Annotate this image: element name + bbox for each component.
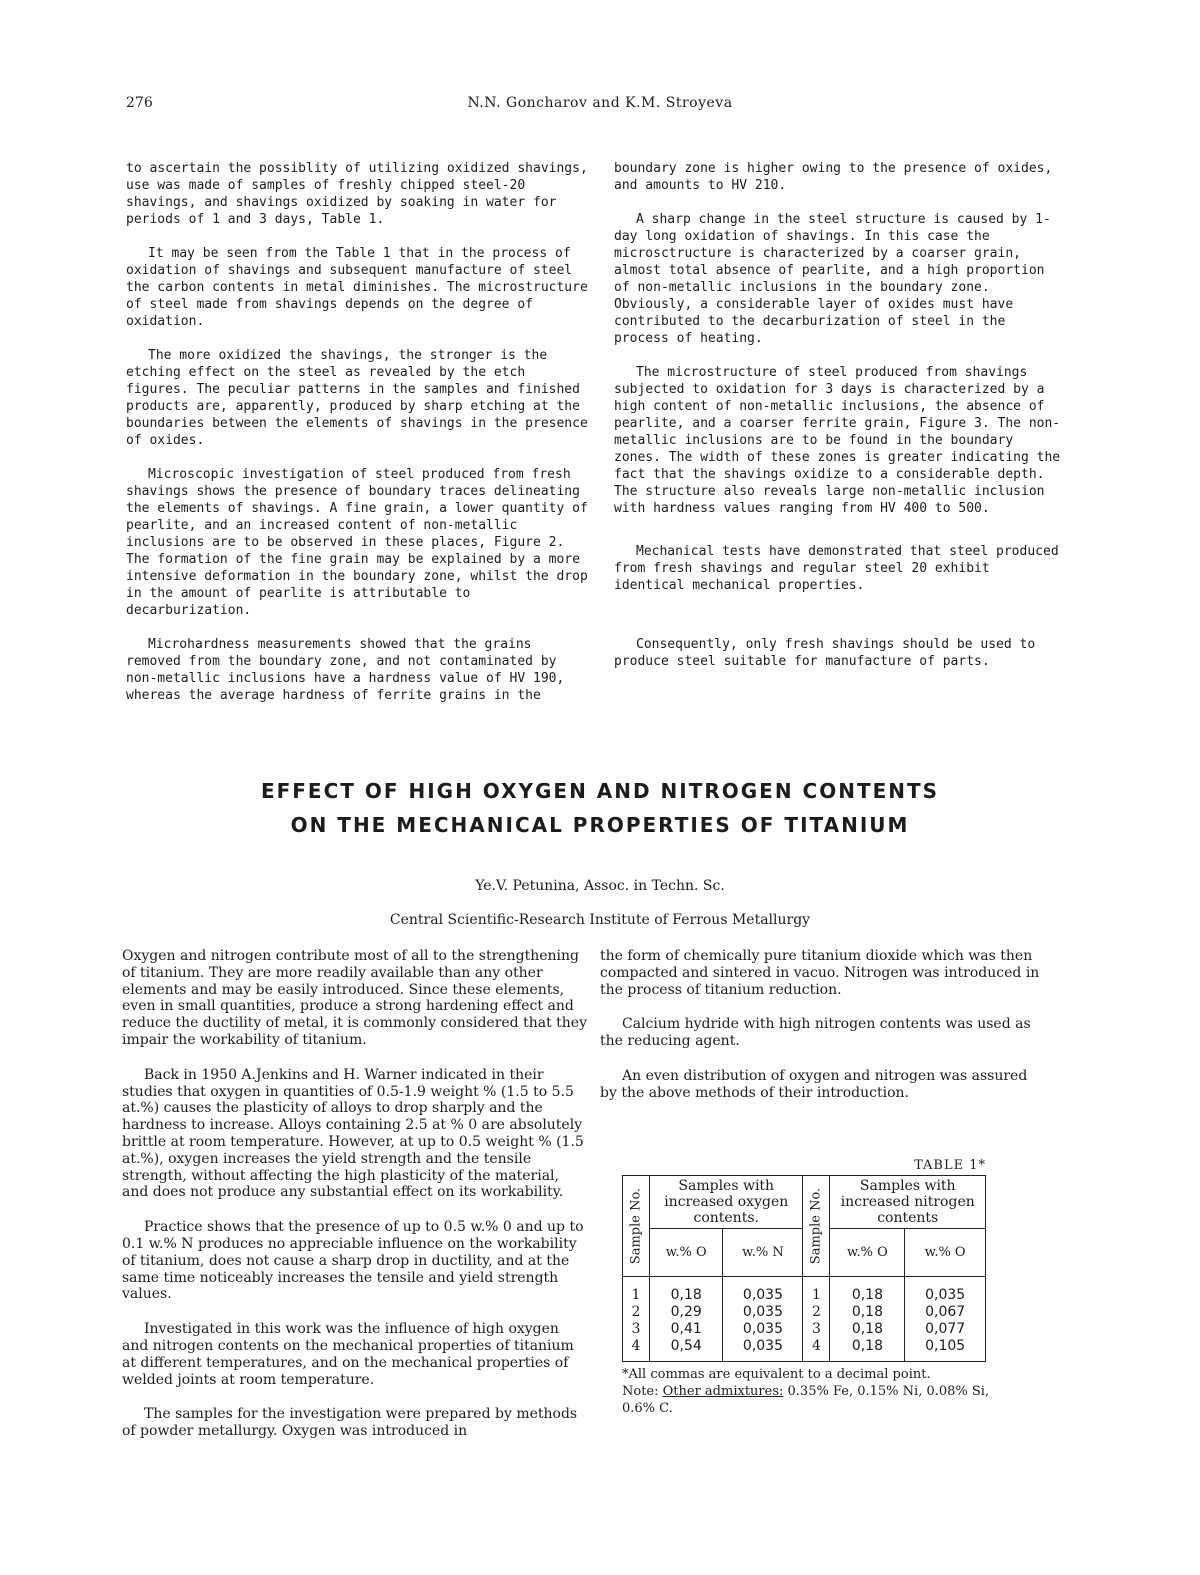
- running-head: [0, 95, 1200, 115]
- nitrogen-values: 0,035 0,035 0,035 0,035: [723, 1277, 803, 1362]
- page-number: 276: [126, 95, 153, 111]
- oxygen-values: 0,18 0,18 0,18 0,18: [830, 1277, 905, 1362]
- oxygen-group-header: Samples with increased oxygen contents.: [650, 1176, 803, 1229]
- sample-numbers: 1 2 3 4: [803, 1277, 830, 1362]
- paragraph: Practice shows that the presence of up to 0.5 w.% 0 and up to 0.1 w.% N produces no appreciable influence on the workability of titanium, does not cause a sharp drop in ductility, and at the same time noticeably increases the tensile and yield strength values.: [122, 1219, 584, 1303]
- article-title-line: EFFECT OF HIGH OXYGEN AND NITROGEN CONTENTS: [260, 779, 940, 803]
- paragraph: The more oxidized the shavings, the stronger is the etching effect on the steel as revealed by the etch figures. The peculiar patterns in the samples and finished products are, apparently, produced by sharp etching at the boundaries between the elements of shavings in the presence of oxides.: [126, 348, 588, 448]
- top-left-column: [126, 160, 592, 721]
- note-prefix: Note:: [622, 1384, 659, 1399]
- oxygen-values: 0,18 0,29 0,41 0,54: [650, 1277, 723, 1362]
- column-header: w.% N: [723, 1228, 803, 1276]
- table-notes: [622, 1366, 992, 1417]
- paragraph: to ascertain the possiblity of utilizing oxidized shavings, use was made of samples of freshly chipped steel-20 shavings, and shavings oxidized by soaking in water for periods of 1 and 3 days, Table 1.: [126, 161, 588, 227]
- paragraph: It may be seen from the Table 1 that in the process of oxidation of shavings and subsequent manufacture of steel the carbon contents in metal diminishes. The microstructure of steel made from shavings depends on the degree of oxidation.: [126, 246, 588, 329]
- column-header: w.% O: [905, 1228, 986, 1276]
- note-values: 0.35% Fe, 0.15% Ni, 0.08% Si, 0.6% C.: [622, 1384, 990, 1416]
- sample-no-header: Sample No.: [623, 1176, 650, 1277]
- paragraph: Back in 1950 A.Jenkins and H. Warner indicated in their studies that oxygen in quantities of 0.5-1.9 weight % (1.5 to 5.5 at.%) causes the plasticity of alloys to drop sharply and the hardness to increase. Alloys containing 2.5 at % 0 are absolutely brittle at room temperature. However, at up to 0.5 weight % (1.5 at.%), oxygen increases the yield strength and the tensile strength, without affecting the high plasticity of the material, and does not produce any substantial effect on its workability.: [122, 1066, 584, 1201]
- bottom-left-column: [122, 948, 588, 1458]
- article-title-line: ON THE MECHANICAL PROPERTIES OF TITANIUM: [290, 813, 910, 837]
- paragraph: An even distribution of oxygen and nitrogen was assured by the above methods of their introduction.: [600, 1067, 1028, 1101]
- paragraph: Investigated in this work was the influence of high oxygen and nitrogen contents on the mechanical properties of titanium at different temperatures, and on the mechanical properties of welded joints at room temperature.: [122, 1321, 574, 1388]
- article-affiliation: Central Scientific-Research Institute of Ferrous Metallurgy: [389, 912, 811, 928]
- column-header: w.% O: [650, 1228, 723, 1276]
- nitrogen-group-header: Samples with increased nitrogen contents: [830, 1176, 986, 1229]
- sample-no-header: Sample No.: [803, 1176, 830, 1277]
- table-caption: TABLE 1*: [914, 1158, 986, 1173]
- paragraph: Oxygen and nitrogen contribute most of all to the strengthening of titanium. They are more readily available than any other elements and may be easily introduced. Since these elements, even in small quantities, produce a strong hardening effect and reduce the ductility of metal, it is commonly considered that they impair the workability of titanium.: [122, 948, 588, 1048]
- paragraph: boundary zone is higher owing to the presence of oxides, and amounts to HV 210.: [614, 161, 1053, 193]
- article-title: [0, 774, 1200, 842]
- column-header: w.% O: [830, 1228, 905, 1276]
- paragraph: Microscopic investigation of steel produced from fresh shavings shows the presence of boundary traces delineating the elements of shavings. A fine grain, a lower quantity of pearlite, and an increased content of non-metallic inclusions are to be observed in these places, Figure 2. The formation of the fine grain may be explained by a more intensive deformation in the boundary zone, whilst the drop in the amount of pearlite is attributable to decarburization.: [126, 467, 588, 618]
- paragraph: The samples for the investigation were prepared by methods of powder metallurgy. Oxygen was introduced in: [122, 1406, 578, 1440]
- running-head-authors: N.N. Goncharov and K.M. Stroyeva: [467, 95, 733, 111]
- table-1: [622, 1158, 992, 1417]
- sample-numbers: 1 2 3 4: [623, 1277, 650, 1362]
- data-table: [622, 1175, 986, 1362]
- bottom-right-column: [600, 948, 1046, 1120]
- paragraph: Mechanical tests have demonstrated that steel produced from fresh shavings and regular steel 20 exhibit identical mechanical properties.: [614, 544, 1059, 593]
- top-right-column: [614, 160, 1066, 687]
- paragraph: Microhardness measurements showed that the grains removed from the boundary zone, and not contaminated by non-metallic inclusions have a hardness value of HV 190, whereas the average hardness of ferrite grains in the: [126, 637, 565, 703]
- paragraph: Consequently, only fresh shavings should be used to produce steel suitable for manufacture of parts.: [614, 637, 1036, 669]
- nitrogen-values: 0,035 0,067 0,077 0,105: [905, 1277, 986, 1362]
- table-note: [622, 1383, 992, 1417]
- paragraph: Calcium hydride with high nitrogen contents was used as the reducing agent.: [600, 1016, 1031, 1050]
- article-author: Ye.V. Petunina, Assoc. in Techn. Sc.: [475, 878, 725, 894]
- paragraph: The microstructure of steel produced from shavings subjected to oxidation for 3 days is characterized by a high content of non-metallic inclusions, the absence of pearlite, and a coarser ferrite grain, Figure 3. The non-metallic inclusions are to be found in the boundary zones. The width of these zones is greater indicating the fact that the shavings oxidize to a considerable depth. The structure also reveals large non-metallic inclusion with hardness values ranging from HV 400 to 500.: [614, 365, 1061, 516]
- table-footnote: *All commas are equivalent to a decimal point.: [622, 1367, 931, 1382]
- paragraph: the form of chemically pure titanium dioxide which was then compacted and sintered in vacuo. Nitrogen was introduced in the process of titanium reduction.: [600, 948, 1040, 998]
- paragraph: A sharp change in the steel structure is caused by 1-day long oxidation of shavings. In this case the microsctructure is characterized by a coarser grain, almost total absence of pearlite, and a high proportion of non-metallic inclusions in the boundary zone. Obviously, a considerable layer of oxides must have contributed to the decarburization of steel in the process of heating.: [614, 212, 1051, 346]
- note-label: Other admixtures:: [662, 1384, 784, 1399]
